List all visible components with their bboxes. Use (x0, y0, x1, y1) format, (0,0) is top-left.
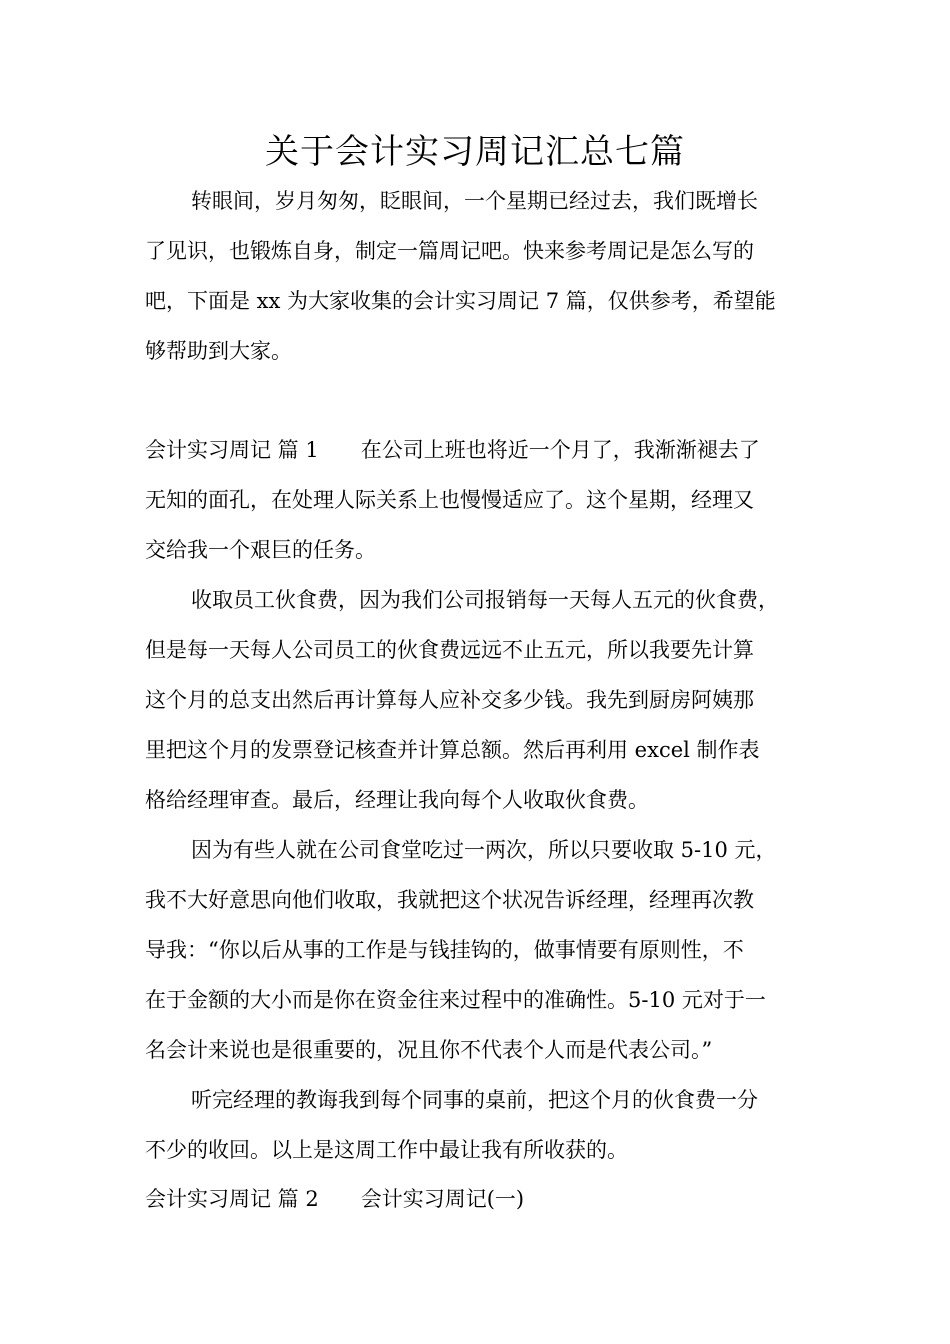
section-2-line-1: 会计实习周记(一) (360, 1187, 525, 1211)
section-1-line-2: 无知的面孔，在处理人际关系上也慢慢适应了。这个星期，经理又 (145, 488, 754, 512)
section-1-para3-line-3: 导我：“你以后从事的工作是与钱挂钩的，做事情要有原则性，不 (145, 938, 744, 962)
section-1-para3-line-1: 因为有些人就在公司食堂吃过一两次，所以只要收取 5-10 元， (191, 838, 777, 862)
section-1-heading: 会计实习周记 篇 1 (145, 438, 319, 462)
section-1-para4-line-1: 听完经理的教诲我到每个同事的桌前，把这个月的伙食费一分 (191, 1088, 758, 1112)
section-1-para2-line-2: 但是每一天每人公司员工的伙食费远远不止五元，所以我要先计算 (145, 638, 754, 662)
section-1-para2-line-4: 里把这个月的发票登记核查并计算总额。然后再利用 excel 制作表 (145, 738, 760, 762)
section-1-para3-line-5: 名会计来说也是很重要的，况且你不代表个人而是代表公司。” (145, 1038, 713, 1062)
section-1-para3-line-4: 在于金额的大小而是你在资金往来过程中的准确性。5-10 元对于一 (145, 988, 766, 1012)
intro-line-2: 了见识，也锻炼自身，制定一篇周记吧。快来参考周记是怎么写的 (145, 239, 754, 263)
intro-line-4: 够帮助到大家。 (145, 339, 292, 363)
section-1-first-line (145, 435, 805, 465)
section-1-para2-line-1: 收取员工伙食费，因为我们公司报销每一天每人五元的伙食费， (191, 588, 779, 612)
section-1-line-3: 交给我一个艰巨的任务。 (145, 538, 376, 562)
document-title: 关于会计实习周记汇总七篇 (265, 132, 685, 172)
section-2-heading: 会计实习周记 篇 2 (145, 1187, 319, 1211)
section-1-para4-line-2: 不少的收回。以上是这周工作中最让我有所收获的。 (145, 1138, 628, 1162)
section-2-first-line (145, 1184, 805, 1214)
section-1-para2-line-3: 这个月的总支出然后再计算每人应补交多少钱。我先到厨房阿姨那 (145, 688, 754, 712)
section-1-para3-line-2: 我不大好意思向他们收取，我就把这个状况告诉经理，经理再次教 (145, 888, 754, 912)
intro-line-1: 转眼间，岁月匆匆，眨眼间，一个星期已经过去，我们既增长 (191, 189, 758, 213)
intro-line-3: 吧，下面是 xx 为大家收集的会计实习周记 7 篇，仅供参考，希望能 (145, 289, 776, 313)
section-1-para2-line-5: 格给经理审查。最后，经理让我向每个人收取伙食费。 (145, 788, 649, 812)
section-1-line-1: 在公司上班也将近一个月了，我渐渐褪去了 (360, 438, 760, 462)
